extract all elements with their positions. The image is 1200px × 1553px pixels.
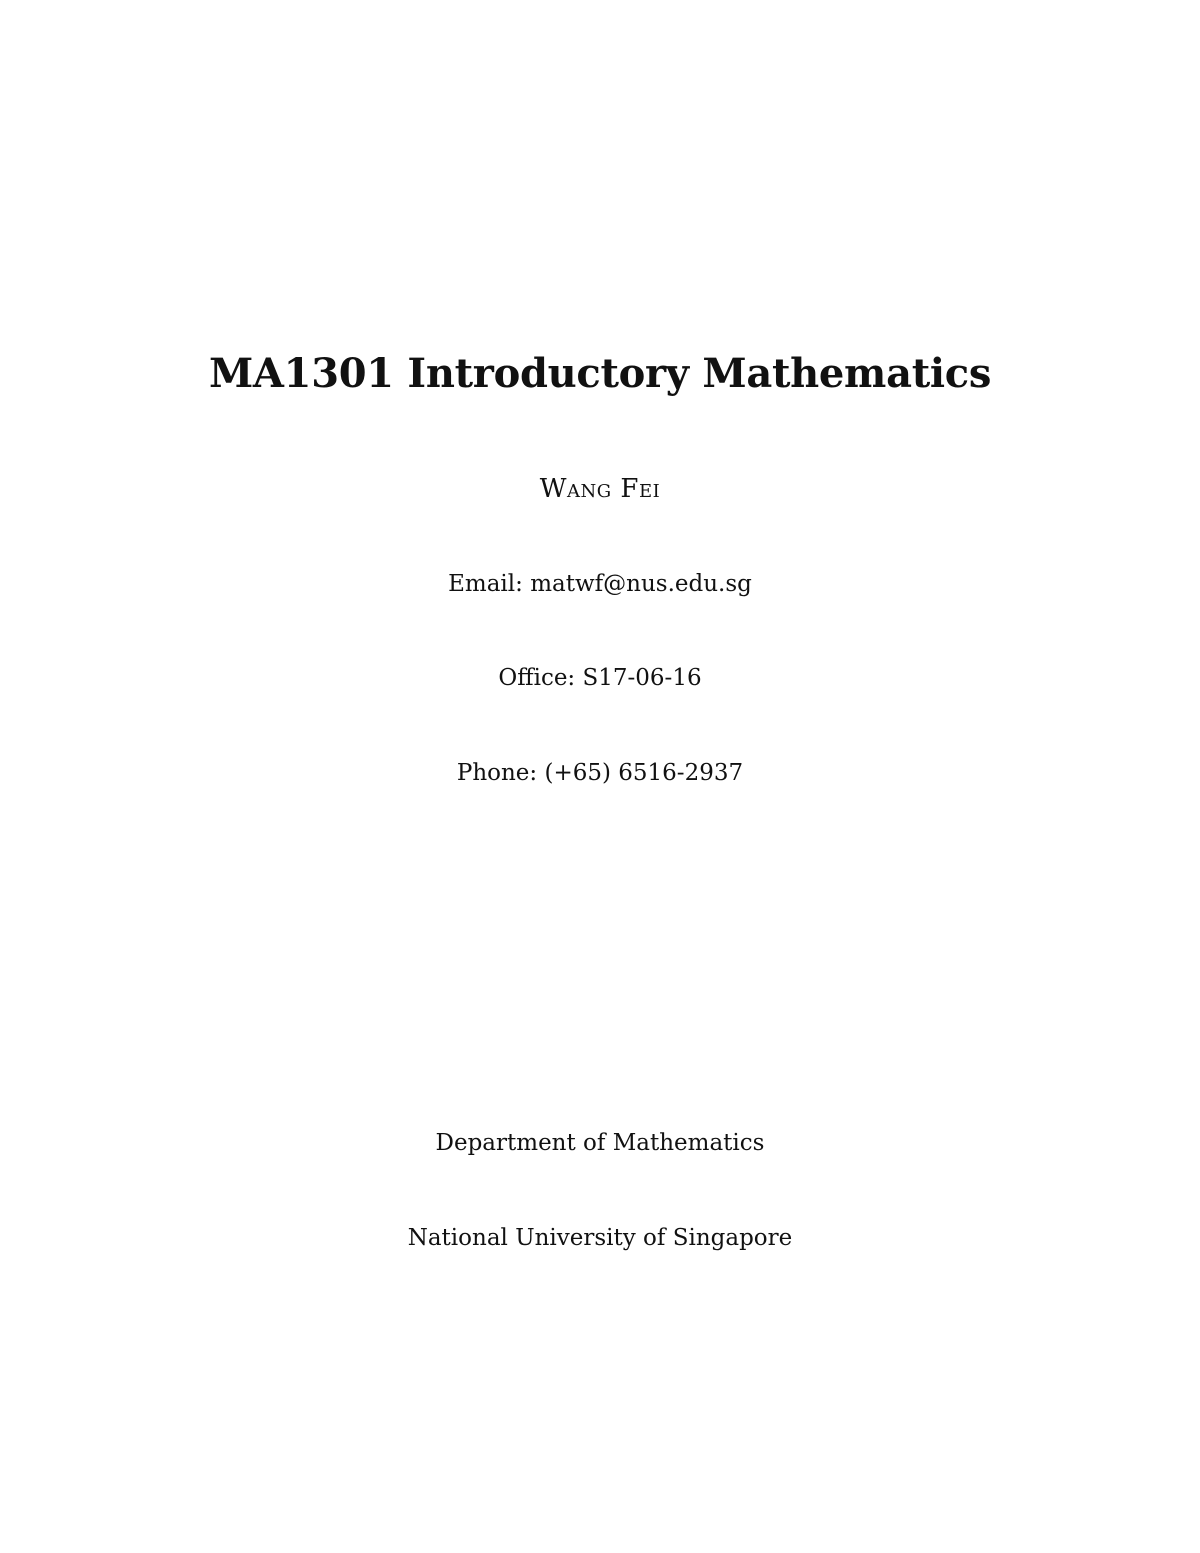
document-title: MA1301 Introductory Mathematics [208, 350, 992, 397]
department-name: Department of Mathematics [435, 1130, 765, 1156]
author-email: Email: matwf@nus.edu.sg [448, 571, 752, 597]
author-office: Office: S17-06-16 [498, 665, 702, 691]
author-name: Wang Fei [539, 474, 661, 504]
university-name: National University of Singapore [407, 1225, 793, 1251]
author-phone: Phone: (+65) 6516-2937 [456, 760, 744, 786]
